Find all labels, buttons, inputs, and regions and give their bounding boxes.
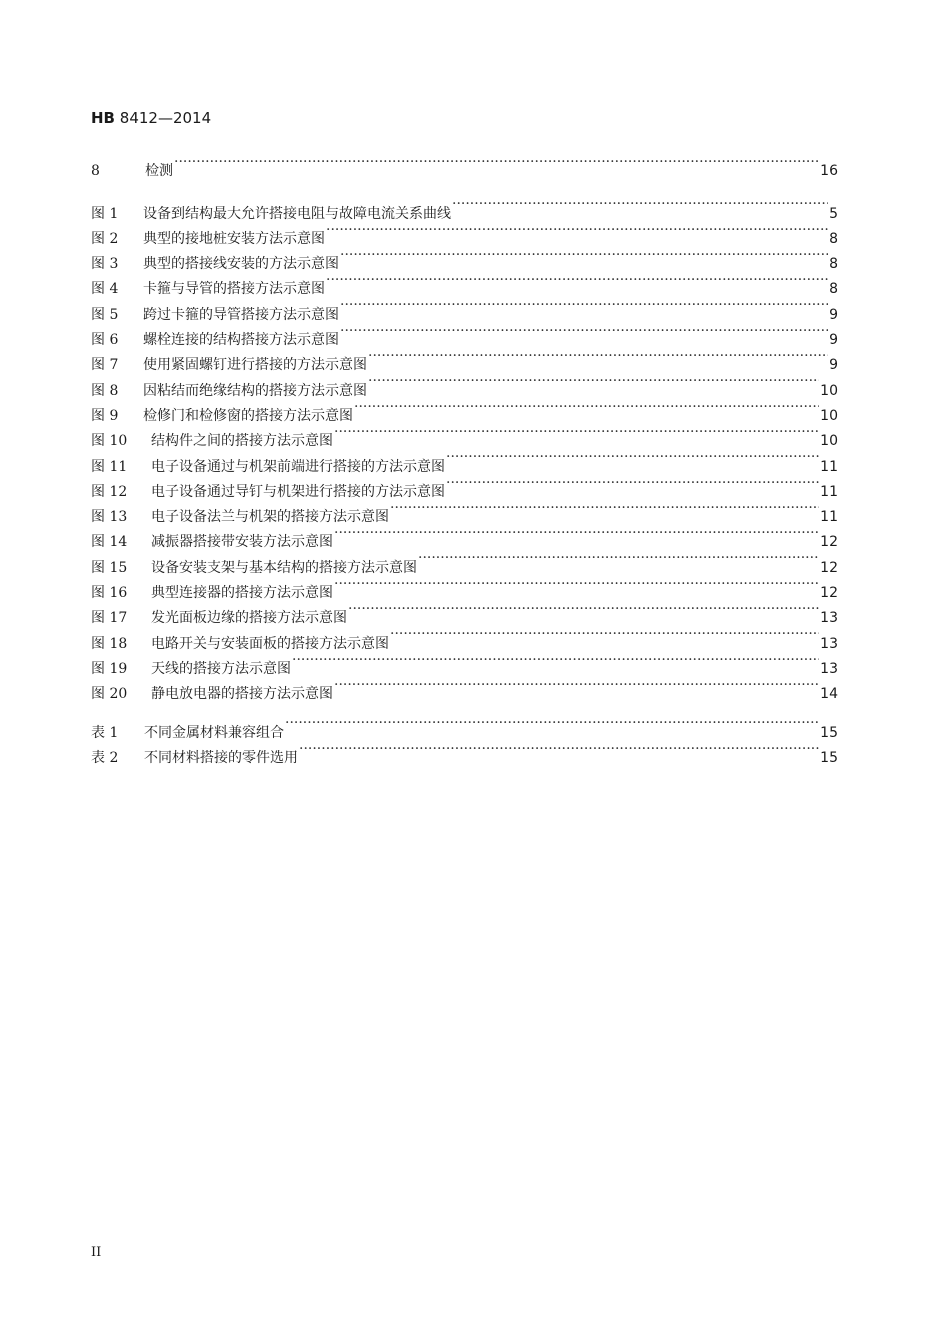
figure-entry-title: 天线的搭接方法示意图 — [151, 660, 291, 677]
toc-dot-leader — [452, 192, 828, 217]
figure-entry-number: 图 16 — [91, 585, 128, 602]
table-list — [91, 711, 838, 766]
standard-code: HB — [91, 109, 115, 127]
toc-page-number: 13 — [820, 635, 838, 652]
figure-entry-number: 图 15 — [91, 559, 128, 576]
standard-number: 8412—2014 — [119, 109, 212, 127]
toc-page-number: 5 — [829, 205, 838, 222]
toc-dot-leader — [354, 395, 819, 420]
figure-entry-number: 图 4 — [91, 281, 119, 298]
toc-page-number: 12 — [820, 559, 838, 576]
figure-entry-title: 卡箍与导管的搭接方法示意图 — [143, 281, 325, 298]
toc-dot-leader — [418, 546, 819, 571]
toc-dot-leader — [368, 369, 819, 394]
toc-dot-leader — [340, 319, 828, 344]
figure-entry-title: 跨过卡箍的导管搭接方法示意图 — [143, 306, 339, 323]
figure-entry-title: 使用紧固螺钉进行搭接的方法示意图 — [143, 357, 367, 374]
toc-page-number: 12 — [820, 534, 838, 551]
toc-dot-leader — [326, 218, 828, 243]
figure-entry-number: 图 13 — [91, 509, 128, 526]
toc-dot-leader — [326, 268, 828, 293]
toc-spacer — [91, 175, 838, 192]
toc-dot-leader — [334, 420, 819, 445]
figure-entry-number: 图 3 — [91, 256, 119, 273]
figure-entry-title: 典型的接地桩安装方法示意图 — [143, 230, 325, 247]
figure-entry-title: 电子设备通过与机架前端进行搭接的方法示意图 — [151, 458, 445, 475]
toc-page-number: 11 — [820, 483, 838, 500]
figure-entry-number: 图 19 — [91, 660, 128, 677]
toc-page-number: 11 — [820, 458, 838, 475]
table-entry[interactable] — [91, 711, 838, 741]
figure-entry-number: 图 9 — [91, 407, 119, 424]
document-header — [91, 109, 211, 127]
figure-entry-title: 螺栓连接的结构搭接方法示意图 — [143, 332, 339, 349]
figure-entry-number: 图 14 — [91, 534, 128, 551]
toc-dot-leader — [446, 445, 819, 470]
toc-page-number: 13 — [820, 610, 838, 627]
toc-page-number: 9 — [829, 332, 838, 349]
figure-entry-number: 图 7 — [91, 357, 119, 374]
toc-page-number: 15 — [820, 724, 838, 741]
table-entry-title: 不同材料搭接的零件选用 — [144, 749, 298, 766]
page-footer-number: II — [91, 1245, 102, 1260]
figure-entry[interactable] — [91, 192, 838, 222]
table-entry-title: 不同金属材料兼容组合 — [144, 724, 284, 741]
figure-entry-title: 发光面板边缘的搭接方法示意图 — [151, 610, 347, 627]
toc-dot-leader — [368, 344, 828, 369]
figure-entry-number: 图 1 — [91, 205, 119, 222]
toc-page-number: 15 — [820, 749, 838, 766]
figure-entry-number: 图 17 — [91, 610, 128, 627]
figure-entry-number: 图 20 — [91, 686, 128, 703]
figure-entry-title: 电子设备通过导钉与机架进行搭接的方法示意图 — [151, 483, 445, 500]
toc-dot-leader — [292, 648, 819, 673]
figure-entry-number: 图 12 — [91, 483, 128, 500]
toc-section-number: 8 — [91, 163, 100, 180]
figure-entry-title: 电子设备法兰与机架的搭接方法示意图 — [151, 509, 389, 526]
toc-page-number: 13 — [820, 660, 838, 677]
figure-entry-number: 图 18 — [91, 635, 128, 652]
toc-dot-leader — [285, 711, 819, 736]
figure-entry-title: 结构件之间的搭接方法示意图 — [151, 433, 333, 450]
toc-dot-leader — [340, 293, 828, 318]
figure-entry-number: 图 8 — [91, 382, 119, 399]
figure-entry-title: 检修门和检修窗的搭接方法示意图 — [143, 407, 353, 424]
toc-page-number: 8 — [829, 230, 838, 247]
toc-dot-leader — [334, 673, 819, 698]
figure-entry-title: 因粘结而绝缘结构的搭接方法示意图 — [143, 382, 367, 399]
figure-entry-title: 电路开关与安装面板的搭接方法示意图 — [151, 635, 389, 652]
toc-dot-leader — [299, 737, 819, 762]
toc-dot-leader — [340, 243, 828, 268]
toc-dot-leader — [334, 521, 819, 546]
figure-entry-number: 图 5 — [91, 306, 119, 323]
toc-page-number: 9 — [829, 357, 838, 374]
toc-dot-leader — [174, 150, 819, 175]
figure-entry-title: 静电放电器的搭接方法示意图 — [151, 686, 333, 703]
toc-page-number: 8 — [829, 281, 838, 298]
toc-dot-leader — [390, 496, 819, 521]
toc-page-number: 10 — [820, 433, 838, 450]
table-entry-number: 表 1 — [91, 724, 119, 741]
figure-entry-number: 图 6 — [91, 332, 119, 349]
toc-page-number: 12 — [820, 585, 838, 602]
figure-entry-title: 典型连接器的搭接方法示意图 — [151, 585, 333, 602]
figure-list — [91, 192, 838, 703]
toc-page-number: 10 — [820, 382, 838, 399]
toc-page-number: 8 — [829, 256, 838, 273]
toc-page-number: 11 — [820, 509, 838, 526]
table-entry-number: 表 2 — [91, 749, 119, 766]
figure-entry-title: 减振器搭接带安装方法示意图 — [151, 534, 333, 551]
figure-entry-title: 典型的搭接线安装的方法示意图 — [143, 256, 339, 273]
toc-page-number: 16 — [820, 163, 838, 180]
figure-entry-number: 图 11 — [91, 458, 128, 475]
toc-dot-leader — [390, 622, 819, 647]
figure-entry-title: 设备安装支架与基本结构的搭接方法示意图 — [151, 559, 417, 576]
toc-dot-leader — [334, 572, 819, 597]
figure-entry-number: 图 10 — [91, 433, 128, 450]
toc-section-row[interactable] — [91, 150, 838, 180]
toc-dot-leader — [446, 471, 819, 496]
figure-entry-title: 设备到结构最大允许搭接电阻与故障电流关系曲线 — [143, 205, 451, 222]
figure-entry-number: 图 2 — [91, 230, 119, 247]
table-of-contents — [91, 150, 838, 766]
toc-page-number: 9 — [829, 306, 838, 323]
toc-dot-leader — [348, 597, 819, 622]
toc-page-number: 14 — [820, 686, 838, 703]
toc-section-title: 检测 — [145, 163, 173, 180]
toc-page-number: 10 — [820, 407, 838, 424]
